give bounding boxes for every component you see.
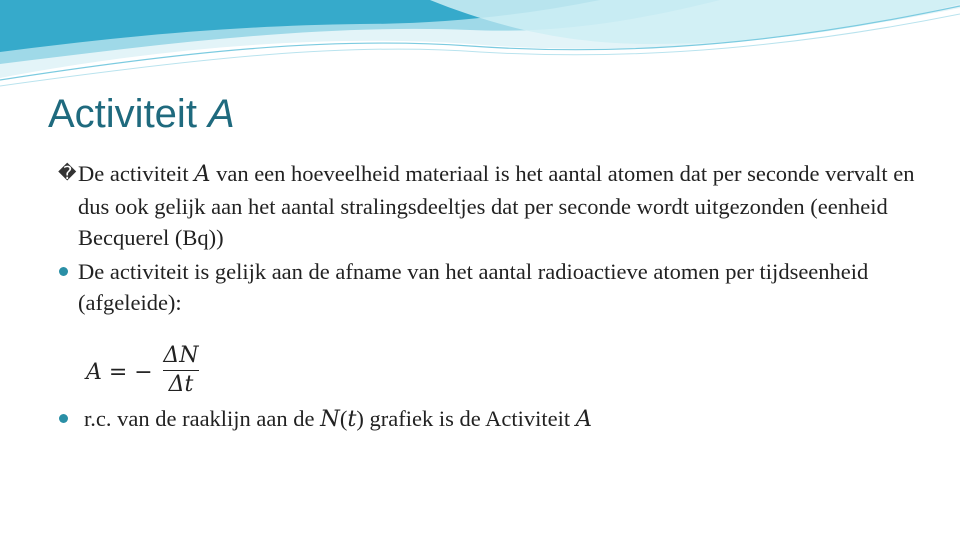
formula-numerator: ΔN bbox=[163, 342, 199, 368]
bullet-item-3 bbox=[58, 403, 918, 436]
slide-content bbox=[58, 158, 918, 435]
slide-title-text: Activiteit bbox=[48, 92, 209, 136]
activity-formula bbox=[58, 343, 918, 403]
header-wave-decoration bbox=[0, 0, 960, 95]
formula-lhs: A = − bbox=[86, 359, 153, 385]
bullet-3-paren-open: ( bbox=[339, 405, 348, 431]
bullet-icon: � bbox=[58, 163, 77, 183]
bullet-item-2 bbox=[58, 256, 918, 319]
fraction-bar bbox=[163, 370, 199, 372]
bullet-3-paren-close: ) bbox=[356, 405, 364, 431]
bullet-3-text-b: grafiek is de Activiteit bbox=[363, 405, 576, 431]
bullet-icon bbox=[59, 414, 68, 423]
bullet-3-var-t: t bbox=[347, 405, 357, 432]
formula-denominator: Δt bbox=[168, 372, 194, 397]
bullet-1-text-b: van een hoeveelheid materiaal is het aantal atomen dat per seconde vervalt en dus ook gelijk aan het aantal stralingsdeeltjes dat per seconde wordt uitgezonden (eenheid Becquerel (Bq)) bbox=[78, 161, 915, 250]
slide-title bbox=[48, 92, 235, 137]
bullet-2-text: De activiteit is gelijk aan de afname van het aantal radioactieve atomen per tijdseenheid (afgeleide): bbox=[78, 258, 869, 315]
bullet-icon bbox=[59, 267, 68, 276]
bullet-3-var-a: A bbox=[575, 405, 592, 432]
bullet-item-1 bbox=[58, 158, 918, 254]
bullet-1-var-a: A bbox=[194, 161, 211, 187]
bullet-3-text-a: r.c. van de raaklijn aan de bbox=[84, 405, 321, 431]
bullet-1-text-a: De activiteit bbox=[78, 161, 195, 186]
bullet-3-var-n: N bbox=[320, 405, 340, 432]
slide-title-variable: A bbox=[208, 92, 235, 136]
formula-fraction bbox=[163, 343, 199, 399]
